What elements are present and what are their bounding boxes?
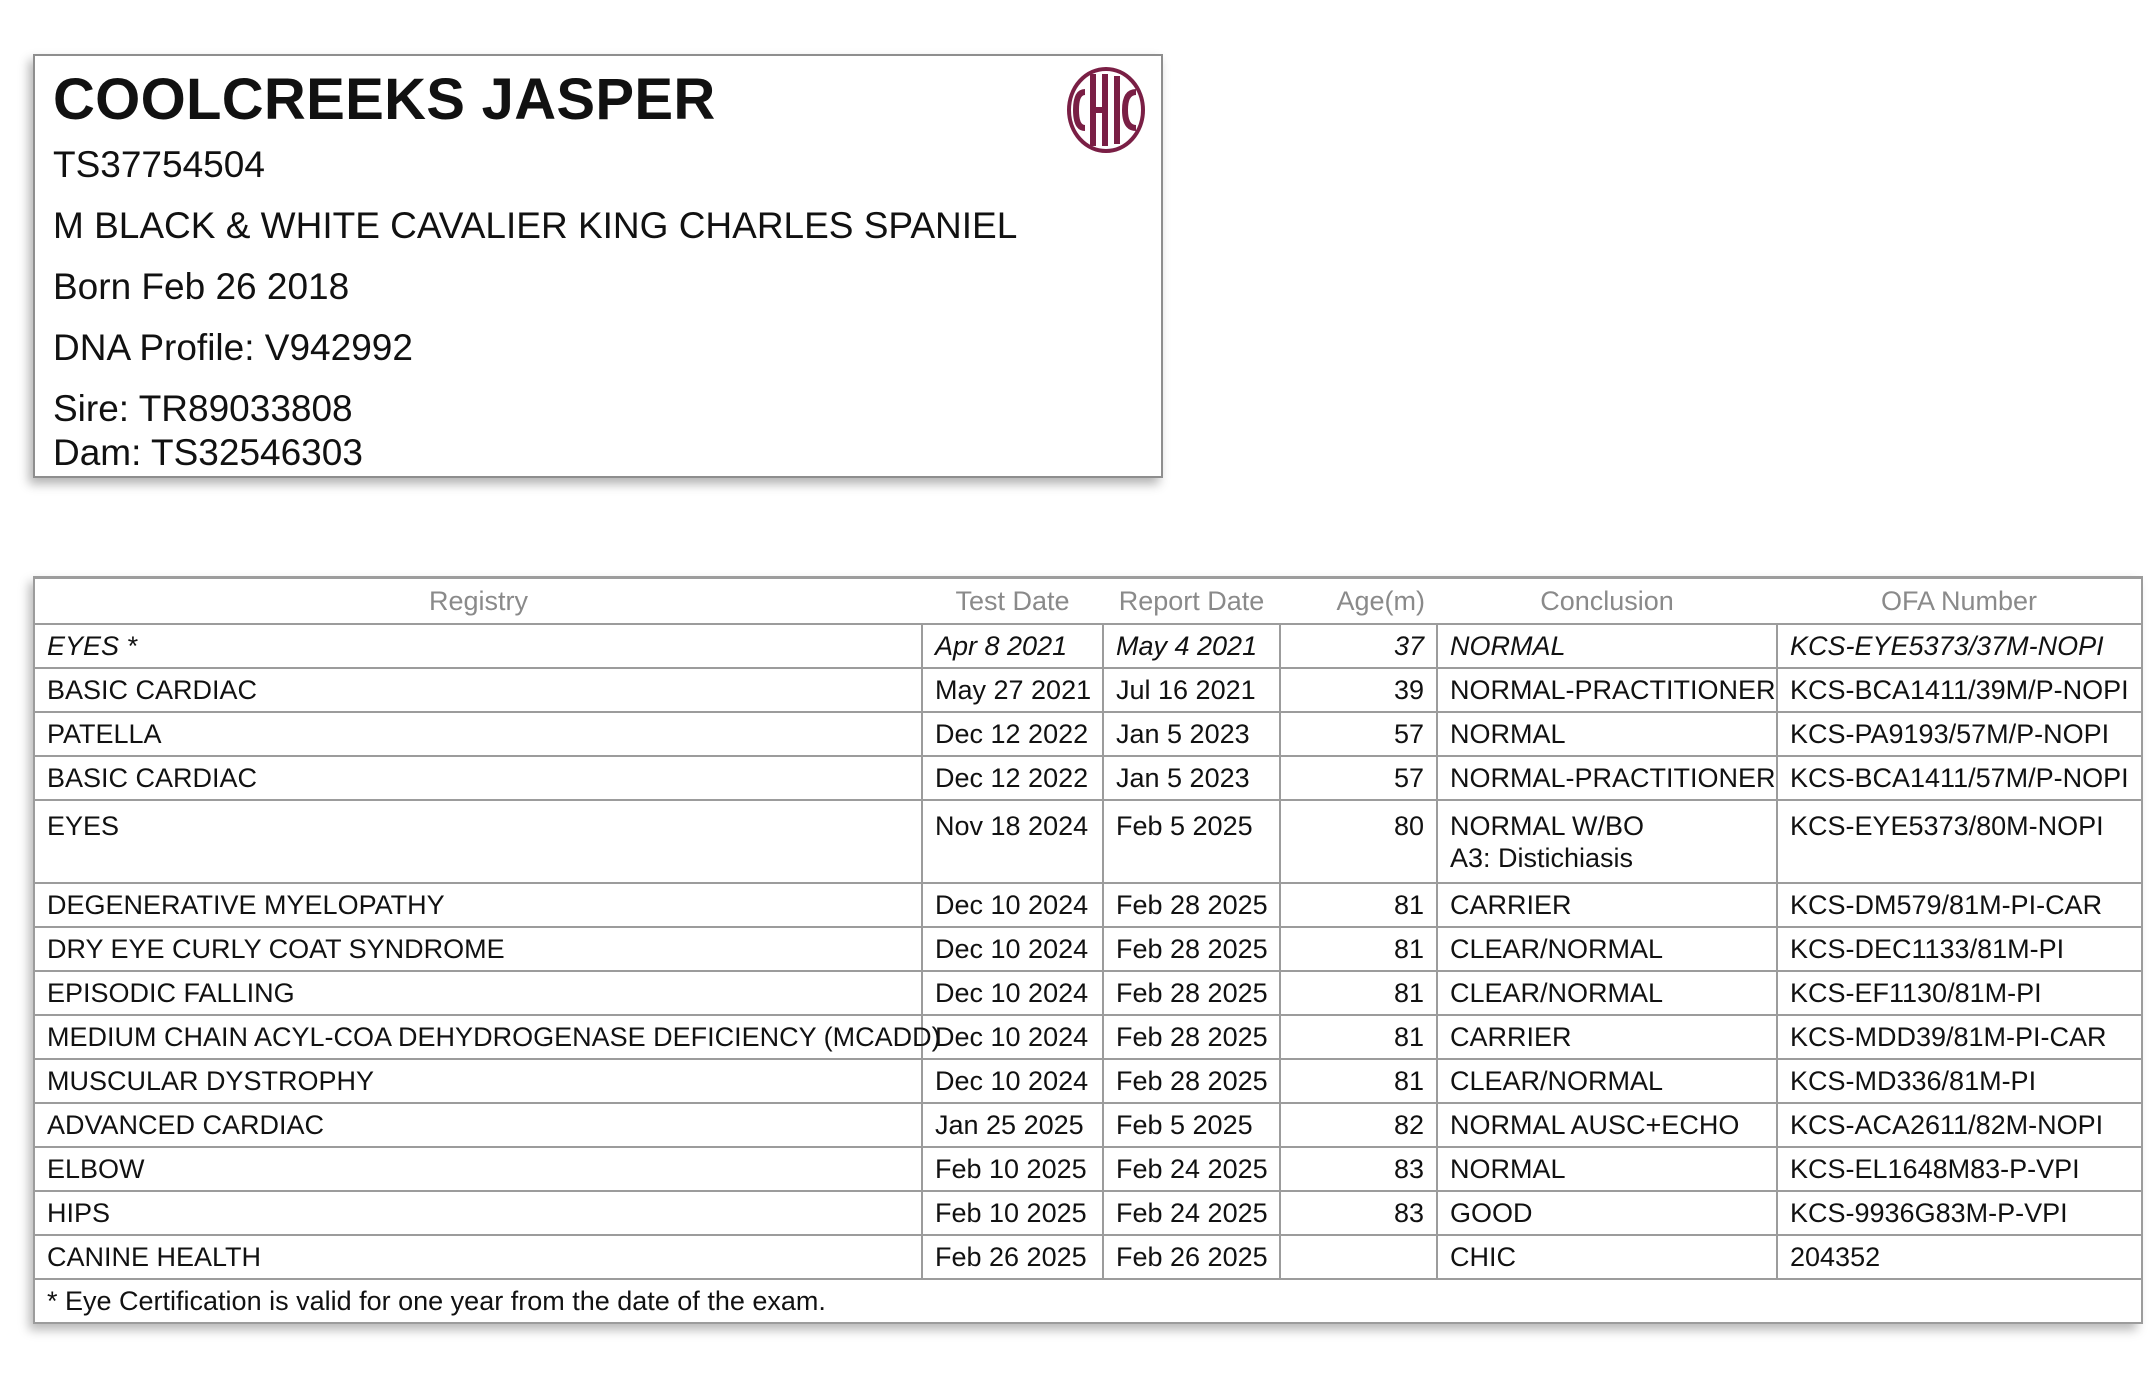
birth-date: Born Feb 26 2018: [53, 266, 350, 307]
header-ofa-number: OFA Number: [1777, 578, 2142, 625]
cell-test-date: Feb 26 2025: [922, 1235, 1103, 1279]
cell-report-date: Feb 24 2025: [1103, 1147, 1280, 1191]
cell-registry: PATELLA: [34, 712, 922, 756]
cell-test-date: Dec 12 2022: [922, 712, 1103, 756]
cell-registry: EPISODIC FALLING: [34, 971, 922, 1015]
conclusion-line: NORMAL W/BO: [1450, 811, 1645, 841]
header-registry: Registry: [34, 578, 922, 625]
cell-test-date: Dec 10 2024: [922, 971, 1103, 1015]
cell-test-date: Dec 10 2024: [922, 927, 1103, 971]
table-row: [34, 1147, 2142, 1191]
cell-report-date: Feb 28 2025: [1103, 1059, 1280, 1103]
cell-age: 57: [1280, 756, 1437, 800]
cell-report-date: Feb 5 2025: [1103, 1103, 1280, 1147]
cell-test-date: Dec 10 2024: [922, 883, 1103, 927]
cell-ofa-number: KCS-9936G83M-P-VPI: [1777, 1191, 2142, 1235]
table-row: [34, 1191, 2142, 1235]
cell-test-date: May 27 2021: [922, 668, 1103, 712]
cell-conclusion: CARRIER: [1437, 1015, 1777, 1059]
cell-report-date: Feb 28 2025: [1103, 971, 1280, 1015]
cell-registry: ADVANCED CARDIAC: [34, 1103, 922, 1147]
cell-report-date: May 4 2021: [1103, 624, 1280, 668]
chic-logo: [1065, 66, 1147, 154]
table-header-row: [34, 578, 2142, 625]
cell-report-date: Feb 24 2025: [1103, 1191, 1280, 1235]
cell-age: 81: [1280, 883, 1437, 927]
table-row: [34, 800, 2142, 883]
cell-conclusion: NORMAL: [1437, 1147, 1777, 1191]
cell-age: 57: [1280, 712, 1437, 756]
cell-age: [1280, 1235, 1437, 1279]
table-row: [34, 1015, 2142, 1059]
cell-test-date: Dec 12 2022: [922, 756, 1103, 800]
eye-certification-footnote: * Eye Certification is valid for one year from the date of the exam.: [34, 1279, 2142, 1323]
cell-ofa-number: KCS-EYE5373/37M-NOPI: [1777, 624, 2142, 668]
cell-age: 80: [1280, 800, 1437, 883]
conclusion-detail: A3: Distichiasis: [1450, 843, 1634, 873]
cell-test-date: Dec 10 2024: [922, 1059, 1103, 1103]
dog-description: M BLACK & WHITE CAVALIER KING CHARLES SPANIEL: [53, 205, 1018, 246]
cell-conclusion: NORMAL: [1437, 624, 1777, 668]
cell-test-date: Apr 8 2021: [922, 624, 1103, 668]
cell-report-date: Feb 28 2025: [1103, 1015, 1280, 1059]
cell-registry: EYES: [34, 800, 922, 883]
table-row: [34, 1235, 2142, 1279]
cell-ofa-number: KCS-EF1130/81M-PI: [1777, 971, 2142, 1015]
cell-conclusion: [1437, 800, 1777, 883]
cell-report-date: Jan 5 2023: [1103, 712, 1280, 756]
footnote-row: [34, 1279, 2142, 1323]
health-results-table-container: [33, 576, 2141, 1324]
cell-conclusion: NORMAL AUSC+ECHO: [1437, 1103, 1777, 1147]
cell-conclusion: NORMAL: [1437, 712, 1777, 756]
cell-ofa-number: KCS-BCA1411/39M/P-NOPI: [1777, 668, 2142, 712]
cell-ofa-number: KCS-EL1648M83-P-VPI: [1777, 1147, 2142, 1191]
cell-registry: EYES *: [34, 624, 922, 668]
cell-ofa-number: KCS-MDD39/81M-PI-CAR: [1777, 1015, 2142, 1059]
table-row: [34, 668, 2142, 712]
cell-test-date: Nov 18 2024: [922, 800, 1103, 883]
cell-ofa-number: KCS-DM579/81M-PI-CAR: [1777, 883, 2142, 927]
cell-report-date: Feb 5 2025: [1103, 800, 1280, 883]
cell-registry: DEGENERATIVE MYELOPATHY: [34, 883, 922, 927]
header-age: Age(m): [1280, 578, 1437, 625]
health-results-table: [33, 576, 2143, 1324]
registration-number: TS37754504: [53, 144, 265, 185]
cell-report-date: Jan 5 2023: [1103, 756, 1280, 800]
cell-report-date: Feb 26 2025: [1103, 1235, 1280, 1279]
header-report-date: Report Date: [1103, 578, 1280, 625]
table-row: [34, 1059, 2142, 1103]
cell-conclusion: CLEAR/NORMAL: [1437, 971, 1777, 1015]
cell-ofa-number: KCS-ACA2611/82M-NOPI: [1777, 1103, 2142, 1147]
cell-age: 81: [1280, 927, 1437, 971]
cell-age: 81: [1280, 1015, 1437, 1059]
cell-test-date: Feb 10 2025: [922, 1191, 1103, 1235]
cell-ofa-number: KCS-MD336/81M-PI: [1777, 1059, 2142, 1103]
table-row: [34, 927, 2142, 971]
cell-test-date: Dec 10 2024: [922, 1015, 1103, 1059]
cell-conclusion: CLEAR/NORMAL: [1437, 1059, 1777, 1103]
cell-registry: MUSCULAR DYSTROPHY: [34, 1059, 922, 1103]
cell-report-date: Feb 28 2025: [1103, 927, 1280, 971]
cell-age: 81: [1280, 1059, 1437, 1103]
dog-name: COOLCREEKS JASPER: [53, 67, 716, 132]
dog-info-card: [33, 54, 1163, 478]
cell-ofa-number: KCS-DEC1133/81M-PI: [1777, 927, 2142, 971]
cell-conclusion: NORMAL-PRACTITIONER: [1437, 668, 1777, 712]
table-row: [34, 624, 2142, 668]
sire: Sire: TR89033808: [53, 388, 353, 429]
cell-age: 83: [1280, 1191, 1437, 1235]
table-row: [34, 971, 2142, 1015]
header-conclusion: Conclusion: [1437, 578, 1777, 625]
dam: Dam: TS32546303: [53, 432, 363, 473]
cell-conclusion: CARRIER: [1437, 883, 1777, 927]
cell-registry: MEDIUM CHAIN ACYL-COA DEHYDROGENASE DEFICIENCY (MCADD): [34, 1015, 922, 1059]
cell-conclusion: NORMAL-PRACTITIONER: [1437, 756, 1777, 800]
cell-conclusion: CLEAR/NORMAL: [1437, 927, 1777, 971]
cell-ofa-number: 204352: [1777, 1235, 2142, 1279]
dna-profile: DNA Profile: V942992: [53, 327, 413, 368]
cell-age: 39: [1280, 668, 1437, 712]
cell-registry: HIPS: [34, 1191, 922, 1235]
table-row: [34, 1103, 2142, 1147]
cell-registry: ELBOW: [34, 1147, 922, 1191]
cell-conclusion: GOOD: [1437, 1191, 1777, 1235]
cell-test-date: Jan 25 2025: [922, 1103, 1103, 1147]
cell-registry: BASIC CARDIAC: [34, 756, 922, 800]
cell-age: 83: [1280, 1147, 1437, 1191]
cell-age: 82: [1280, 1103, 1437, 1147]
cell-test-date: Feb 10 2025: [922, 1147, 1103, 1191]
cell-registry: DRY EYE CURLY COAT SYNDROME: [34, 927, 922, 971]
cell-age: 37: [1280, 624, 1437, 668]
table-row: [34, 756, 2142, 800]
cell-registry: CANINE HEALTH: [34, 1235, 922, 1279]
cell-conclusion: CHIC: [1437, 1235, 1777, 1279]
cell-report-date: Feb 28 2025: [1103, 883, 1280, 927]
table-row: [34, 712, 2142, 756]
cell-age: 81: [1280, 971, 1437, 1015]
cell-ofa-number: KCS-PA9193/57M/P-NOPI: [1777, 712, 2142, 756]
cell-ofa-number: KCS-EYE5373/80M-NOPI: [1777, 800, 2142, 883]
cell-report-date: Jul 16 2021: [1103, 668, 1280, 712]
cell-registry: BASIC CARDIAC: [34, 668, 922, 712]
cell-ofa-number: KCS-BCA1411/57M/P-NOPI: [1777, 756, 2142, 800]
table-row: [34, 883, 2142, 927]
header-test-date: Test Date: [922, 578, 1103, 625]
